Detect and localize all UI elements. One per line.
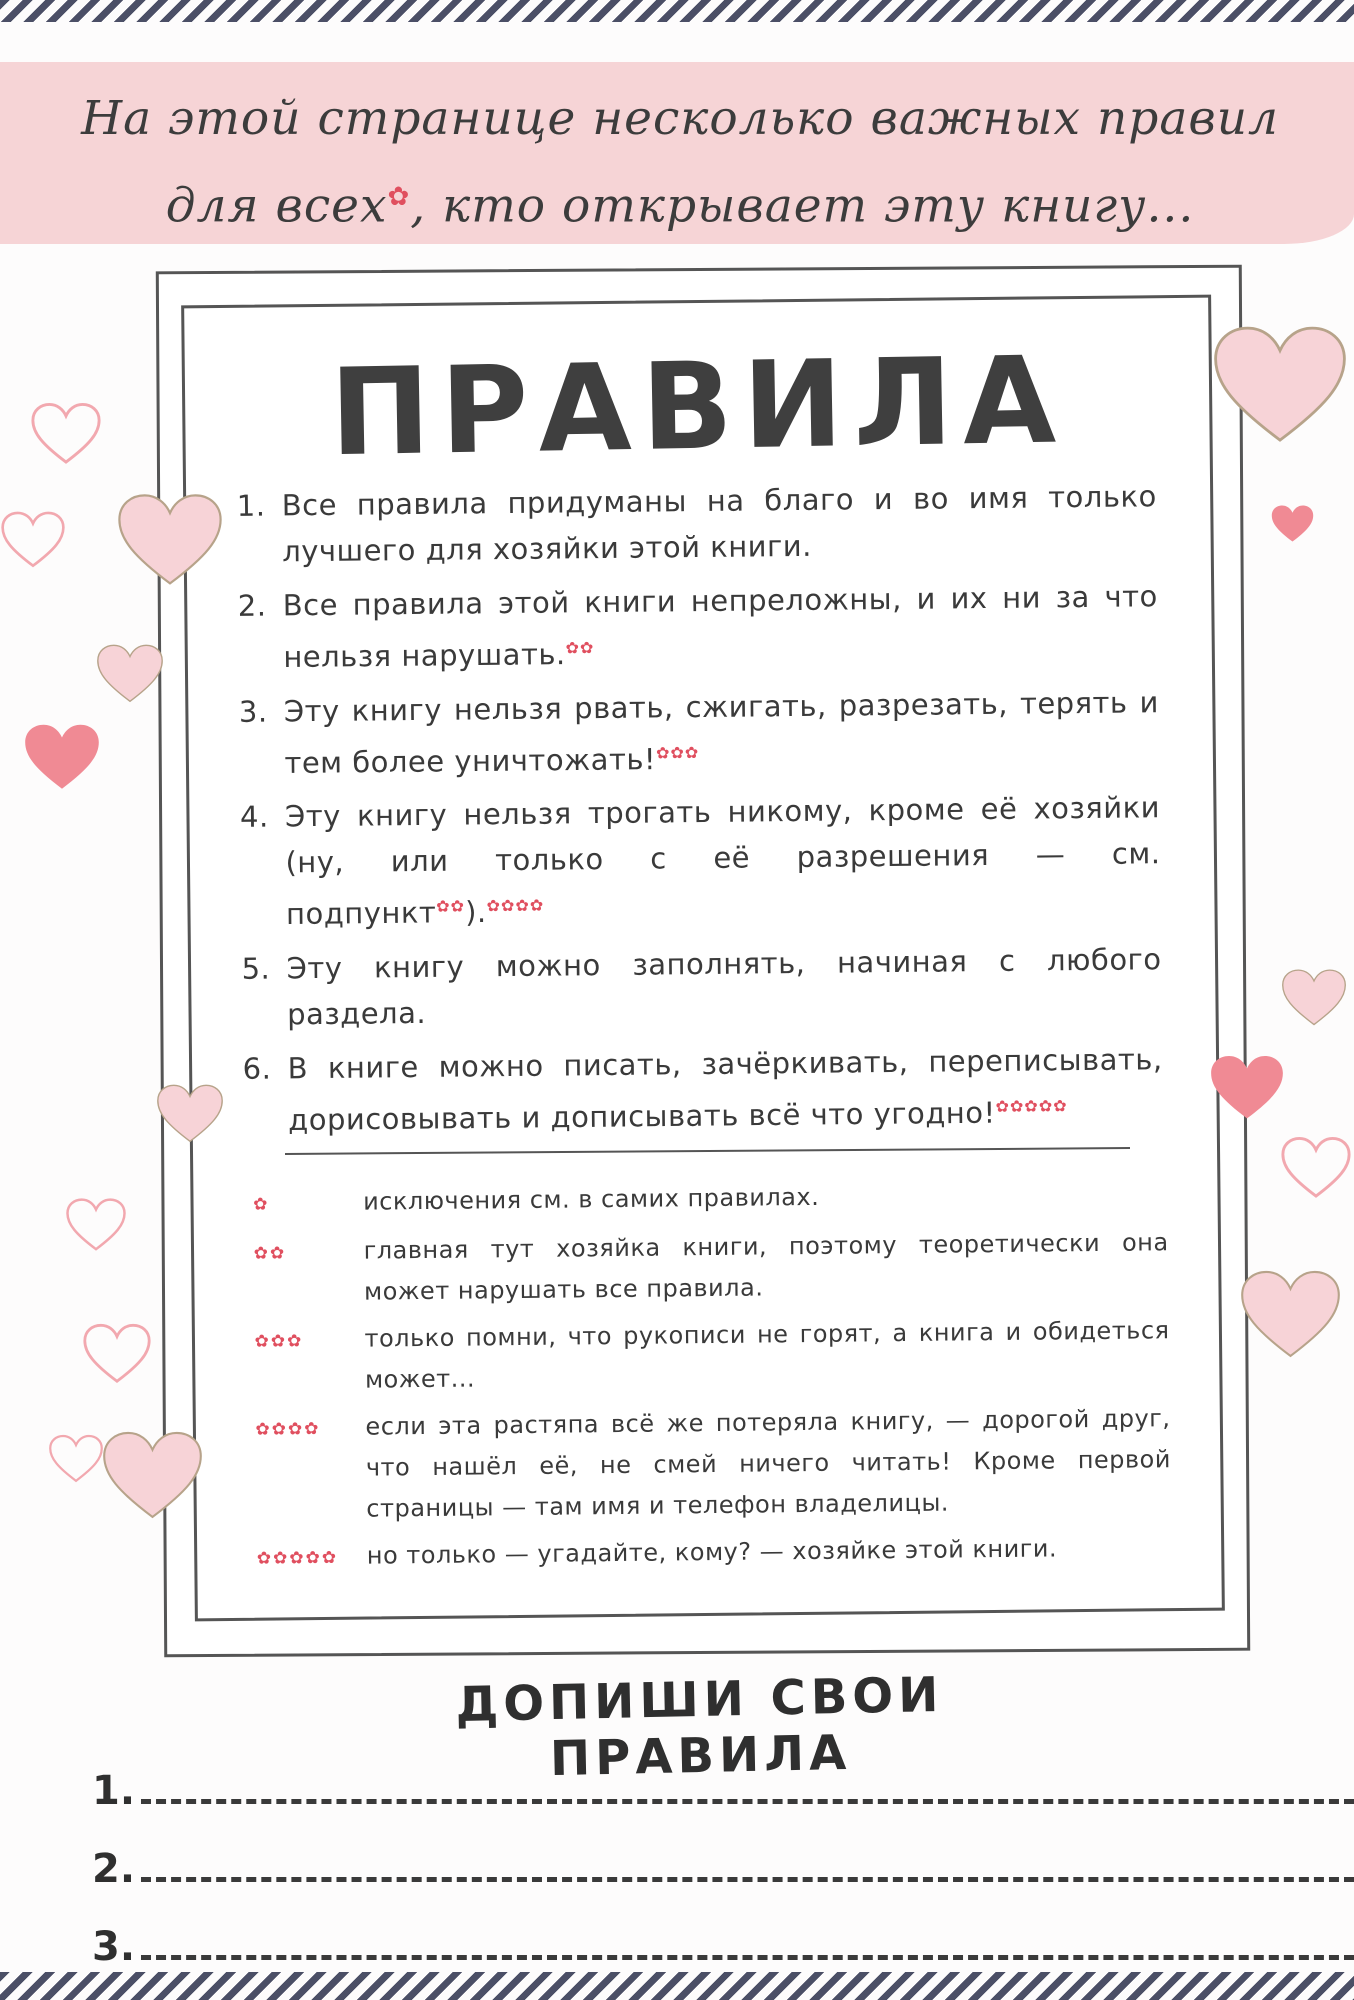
rule-text: Все правила этой книги непреложны, и их ни за что нельзя нарушать. <box>282 579 1158 675</box>
rule-item <box>242 1036 1163 1143</box>
footnote-text: исключения см. в самих правилах. <box>362 1182 820 1216</box>
blank-line-1[interactable] <box>92 1768 1354 1814</box>
footnote-mark-icon: ✿✿✿✿✿ <box>995 1096 1068 1116</box>
header-line-2-end: , кто открывает эту книгу... <box>410 178 1195 234</box>
page-title: ПРАВИЛА <box>328 331 1067 484</box>
heart-solid-icon <box>1270 500 1315 548</box>
rule-text: В книге можно писать, зачёркивать, переписывать, дорисовывать и дописывать всё что угодно! <box>287 1042 1163 1137</box>
footnote-item <box>253 1173 1168 1226</box>
heart-outline-icon <box>65 1195 127 1255</box>
heart-outline-icon <box>30 400 102 468</box>
rule-item <box>239 679 1160 786</box>
footnote-mark-icon: ✿✿✿ <box>655 742 700 763</box>
heart-filled-icon <box>155 1080 225 1148</box>
rule-text: Эту книгу нельзя рвать, сжигать, разрезать, терять и тем более уничтожать! <box>283 684 1160 780</box>
footnote-mark-icon: ✿✿ <box>436 896 466 917</box>
rule-number: 4. <box>239 799 269 835</box>
header-text <box>70 80 1290 246</box>
dashed-writing-line[interactable] <box>141 1877 1354 1882</box>
footnote-mark-icon: ✿✿✿✿✿ <box>256 1547 339 1569</box>
dashed-writing-line[interactable] <box>141 1955 1354 1960</box>
rule-text-end: ). <box>464 895 487 930</box>
rule-item <box>240 784 1161 937</box>
bottom-stripe-border <box>0 1972 1354 2000</box>
footnote-mark-icon: ✿✿✿✿ <box>486 895 545 916</box>
footnote-text: но только — угадайте, кому? — хозяйке этой книги. <box>366 1534 1058 1570</box>
blank-line-2[interactable] <box>92 1846 1354 1892</box>
section-subtitle: ДОПИШИ СВОИ ПРАВИЛА <box>454 1666 944 1788</box>
rule-number: 6. <box>242 1051 272 1086</box>
blank-line-number: 2. <box>92 1846 136 1892</box>
blank-line-3[interactable] <box>92 1924 1354 1970</box>
rule-text: Эту книгу нельзя трогать никому, кроме её хозяйки (ну, или только с её разрешения — см. подпункт <box>284 790 1161 932</box>
blank-line-number: 1. <box>92 1768 136 1814</box>
heart-outline-icon <box>0 505 66 575</box>
rule-number: 3. <box>238 694 268 729</box>
footnotes-list <box>253 1173 1172 1586</box>
rule-text: Все правила придуманы на благо и во имя только лучшего для хозяйки этой книги. <box>281 479 1157 569</box>
heart-filled-icon <box>115 488 225 593</box>
rules-list <box>237 473 1164 1151</box>
footnote-text: главная тут хозяйка книги, поэтому теоретически она может нарушать все правила. <box>363 1228 1169 1306</box>
header-line-2-start: для всех <box>165 178 388 234</box>
heart-outline-icon <box>82 1320 152 1388</box>
footnote-item <box>255 1398 1171 1531</box>
footnote-mark-icon: ✿ <box>253 1194 270 1215</box>
rule-item <box>238 573 1159 680</box>
heart-solid-icon <box>22 715 102 800</box>
footnote-text: если эта растяпа всё же потеряла книгу, — дорогой друг, что нашёл её, не смей ничего читать! Кроме первой страницы — там имя и телефон владелицы. <box>365 1404 1172 1523</box>
rule-number: 1. <box>236 488 266 523</box>
heart-solid-icon <box>1208 1048 1286 1128</box>
heart-outline-icon <box>1280 1125 1352 1211</box>
footnote-item <box>254 1310 1170 1402</box>
rule-text: Эту книгу можно заполнять, начиная с любого раздела. <box>286 942 1162 1032</box>
footnote-text: только помни, что рукописи не горят, а книга и обидеться может... <box>364 1316 1170 1394</box>
rule-number: 5. <box>241 951 271 986</box>
dashed-writing-line[interactable] <box>141 1799 1354 1804</box>
heart-outline-icon <box>48 1432 104 1486</box>
footnote-mark-icon: ✿✿✿✿ <box>255 1419 321 1440</box>
header-line-1: На этой странице несколько важных правил <box>81 91 1279 146</box>
footnote-mark-icon: ✿✿ <box>565 638 595 658</box>
top-stripe-border <box>0 0 1354 22</box>
blank-line-number: 3. <box>92 1924 136 1970</box>
heart-filled-icon <box>100 1425 205 1527</box>
heart-filled-icon <box>1238 1262 1343 1368</box>
rule-number: 2. <box>237 588 267 623</box>
rule-item <box>237 473 1158 575</box>
footnote-mark-icon: ✿✿✿ <box>254 1331 304 1352</box>
rule-item <box>241 936 1162 1038</box>
asterisk-flower-icon: ✿ <box>387 182 411 212</box>
footnote-mark-icon: ✿✿ <box>253 1243 287 1264</box>
heart-filled-icon <box>1210 318 1350 453</box>
footnote-item <box>253 1222 1169 1314</box>
footnote-item <box>257 1527 1172 1580</box>
heart-filled-icon <box>95 640 165 708</box>
heart-filled-icon <box>1280 963 1348 1033</box>
